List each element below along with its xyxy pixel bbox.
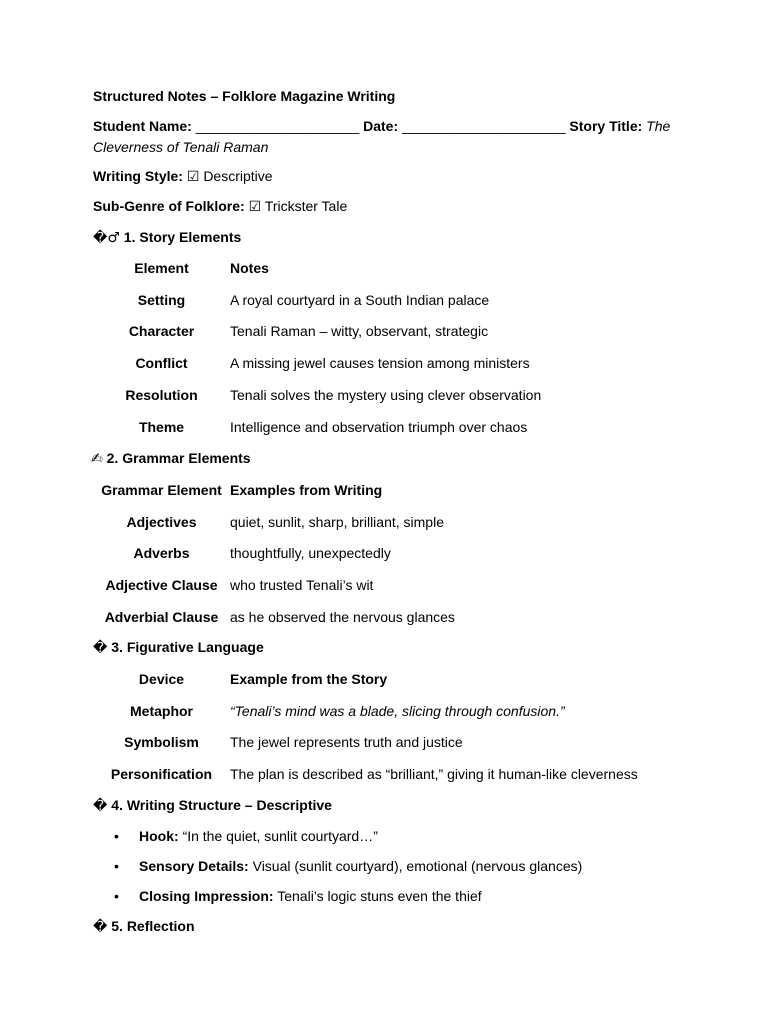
table-row — [93, 506, 455, 538]
list-item — [110, 886, 582, 916]
column-header: Device — [138, 670, 185, 687]
list-item-label: Hook: — [139, 828, 179, 844]
row-label: Metaphor — [130, 702, 193, 719]
row-value: “Tenali’s mind was a blade, slicing through confusion.” — [230, 702, 565, 719]
missing-glyph-icon: � — [93, 798, 108, 814]
row-label: Resolution — [125, 387, 198, 404]
row-value: Intelligence and observation triumph over chaos — [230, 418, 528, 435]
section-heading-text: 4. Writing Structure – Descriptive — [111, 797, 332, 813]
table-row — [93, 758, 638, 790]
row-value: who trusted Tenali’s wit — [230, 577, 374, 594]
table-row — [93, 379, 541, 411]
row-value: as he observed the nervous glances — [230, 609, 455, 626]
story-title-label: Story Title: — [569, 118, 643, 134]
student-info-line — [93, 116, 673, 158]
section-heading-story-elements — [93, 229, 241, 246]
row-label: Adverbs — [133, 545, 190, 562]
column-header: Examples from Writing — [230, 481, 383, 498]
figurative-language-table — [93, 663, 638, 790]
subgenre-label: Sub-Genre of Folklore: — [93, 198, 245, 214]
grammar-elements-table — [93, 474, 455, 633]
column-header: Element — [134, 259, 189, 276]
writing-structure-list — [110, 826, 582, 916]
table-row — [93, 538, 455, 570]
story-elements-table — [93, 252, 541, 443]
row-label: Adjectives — [126, 513, 197, 530]
table-row — [93, 347, 541, 379]
list-item-value: Tenali’s logic stuns even the thief — [277, 888, 482, 904]
date-label: Date: — [363, 118, 399, 134]
row-label: Personification — [110, 766, 213, 783]
table-row — [93, 569, 455, 601]
writing-style-line — [93, 168, 273, 185]
male-sign-icon: �♂ — [93, 230, 120, 246]
column-header: Grammar Element — [101, 481, 222, 498]
column-header: Notes — [230, 259, 269, 276]
row-label: Theme — [138, 418, 185, 435]
missing-glyph-icon: � — [93, 919, 108, 935]
list-item-value: Visual (sunlit courtyard), emotional (nervous glances) — [252, 858, 583, 874]
writing-hand-icon: ✍ — [91, 451, 103, 467]
subgenre-line — [93, 198, 347, 215]
row-value: A royal courtyard in a South Indian palace — [230, 291, 490, 308]
list-item — [110, 856, 582, 886]
row-value: quiet, sunlit, sharp, brilliant, simple — [230, 513, 444, 530]
section-heading-text: 3. Figurative Language — [111, 639, 264, 655]
row-value: A missing jewel causes tension among ministers — [230, 355, 530, 372]
section-heading-text: 2. Grammar Elements — [106, 450, 251, 466]
row-label: Adjective Clause — [105, 577, 218, 594]
row-label: Character — [128, 323, 195, 340]
list-item — [110, 826, 582, 856]
column-header: Example from the Story — [230, 670, 388, 687]
table-row — [93, 727, 638, 759]
student-name-label: Student Name: — [93, 118, 192, 134]
table-header-row — [93, 663, 638, 695]
list-item-label: Sensory Details: — [139, 858, 249, 874]
row-value: Tenali Raman – witty, observant, strategic — [230, 323, 489, 340]
table-row — [93, 695, 638, 727]
document-title — [93, 88, 395, 104]
section-heading-writing-structure — [93, 797, 332, 814]
row-label: Symbolism — [124, 734, 199, 751]
title-text: Structured Notes – Folklore Magazine Writing — [93, 88, 396, 104]
row-value: The jewel represents truth and justice — [230, 734, 463, 751]
checkbox-checked-icon: ☑ — [186, 169, 200, 185]
list-item-value: “In the quiet, sunlit courtyard…” — [182, 828, 378, 844]
table-header-row — [93, 252, 541, 284]
list-item-label: Closing Impression: — [139, 888, 274, 904]
table-header-row — [93, 474, 455, 506]
missing-glyph-icon: � — [93, 640, 108, 656]
row-value: The plan is described as “brilliant,” giving it human-like cleverness — [230, 766, 638, 783]
writing-style-value: Descriptive — [203, 168, 273, 184]
row-value: Tenali solves the mystery using clever observation — [230, 387, 542, 404]
checkbox-checked-icon: ☑ — [248, 199, 262, 215]
table-row — [93, 411, 541, 443]
row-label: Conflict — [135, 355, 188, 372]
row-label: Adverbial Clause — [104, 609, 219, 626]
subgenre-value: Trickster Tale — [264, 198, 348, 214]
section-heading-reflection — [93, 918, 195, 935]
writing-style-label: Writing Style: — [93, 168, 183, 184]
section-heading-text: 5. Reflection — [111, 918, 195, 934]
story-title-value: The Cleverness of Tenali Raman — [93, 118, 671, 155]
date-blank: _____________________ — [402, 118, 566, 134]
table-row — [93, 601, 455, 633]
table-row — [93, 316, 541, 348]
row-label: Setting — [137, 291, 186, 308]
row-value: thoughtfully, unexpectedly — [230, 545, 391, 562]
section-heading-figurative-language — [93, 639, 264, 656]
section-heading-grammar-elements — [91, 450, 251, 467]
student-name-blank: _____________________ — [195, 118, 360, 134]
section-heading-text: 1. Story Elements — [123, 229, 242, 245]
table-row — [93, 284, 541, 316]
